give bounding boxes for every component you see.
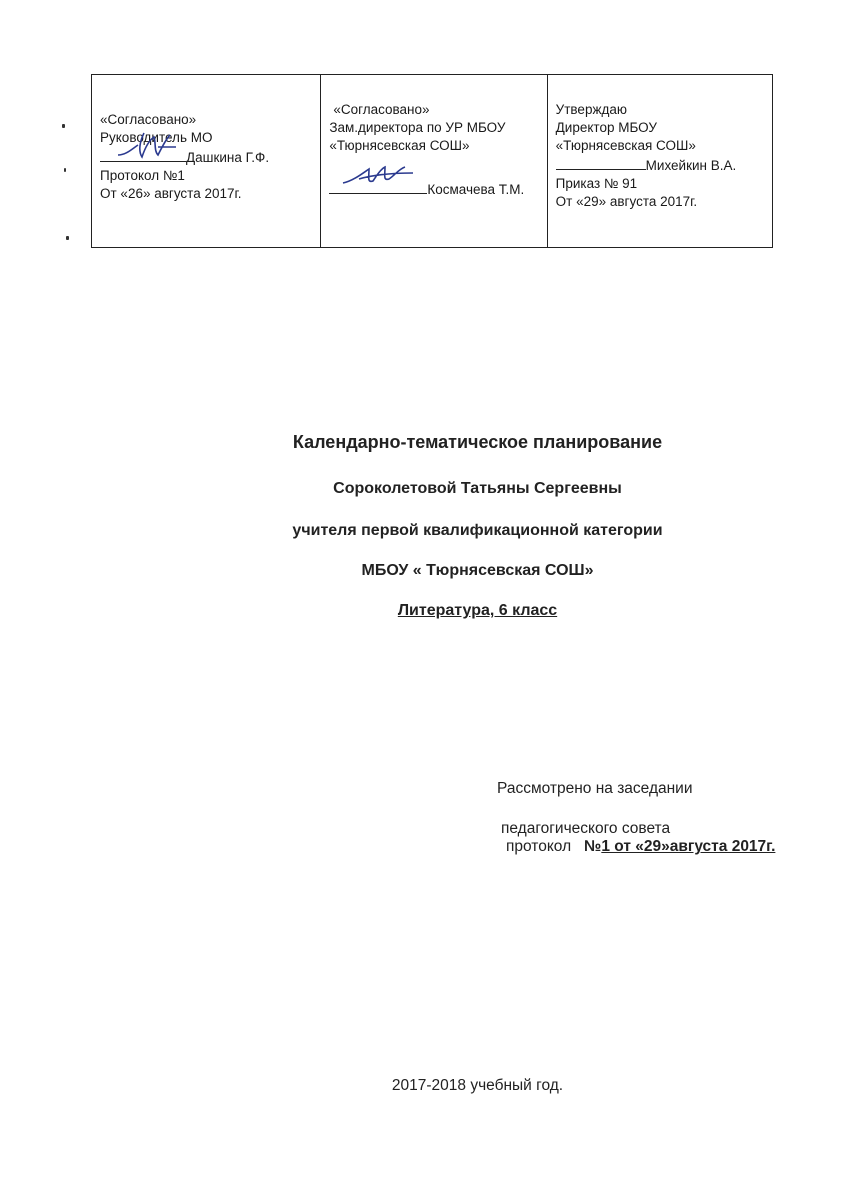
review-line-1: Рассмотрено на заседании (497, 780, 693, 797)
protocol-word: протокол (506, 838, 572, 855)
author-name: Сороколетовой Татьяны Сергеевны (333, 480, 622, 497)
signature-line (100, 147, 320, 167)
signature-underline (329, 179, 427, 194)
date-label: От «26» августа 2017г. (100, 186, 242, 201)
position-label: Директор МБОУ (555, 120, 657, 135)
scan-mark (66, 236, 69, 240)
approved-label: Утверждаю (555, 102, 627, 117)
scan-mark (62, 124, 65, 128)
approved-label: «Согласовано» (333, 102, 430, 117)
academic-year: 2017-2018 учебный год. (391, 1077, 564, 1094)
signature-line (556, 155, 772, 175)
school-label: «Тюрнясевская СОШ» (555, 138, 696, 153)
approval-table (91, 74, 773, 248)
protocol-details: 1 от «29»августа 2017г. (601, 838, 776, 855)
review-line-2: педагогического совета (501, 820, 671, 837)
approval-mo-cell (92, 75, 320, 247)
order-label: Приказ № 91 (555, 176, 638, 191)
position-label: Зам.директора по УР МБОУ (329, 120, 506, 135)
approved-label: «Согласовано» (100, 112, 197, 127)
signer-name: Михейкин В.А. (645, 158, 737, 173)
position-label: Руководитель МО (100, 130, 213, 145)
signer-name: Дашкина Г.Ф. (186, 150, 270, 165)
date-label: От «29» августа 2017г. (555, 194, 698, 209)
protocol-number-sign: № (584, 838, 602, 855)
review-line-3 (506, 838, 775, 856)
signature-line (329, 179, 546, 199)
approval-deputy-cell (320, 75, 546, 247)
school-name: МБОУ « Тюрнясевская СОШ» (361, 562, 594, 579)
signer-name: Космачева Т.М. (427, 182, 525, 197)
document-title: Календарно-тематическое планирование (292, 432, 663, 452)
subject-grade: Литература, 6 класс (397, 602, 558, 619)
teacher-category: учителя первой квалификационной категории (292, 522, 663, 539)
scan-mark (64, 168, 66, 172)
signature-underline (556, 155, 646, 170)
approval-director-cell (547, 75, 772, 247)
signature-underline (100, 147, 186, 162)
school-label: «Тюрнясевская СОШ» (329, 138, 470, 153)
protocol-label: Протокол №1 (100, 168, 185, 183)
